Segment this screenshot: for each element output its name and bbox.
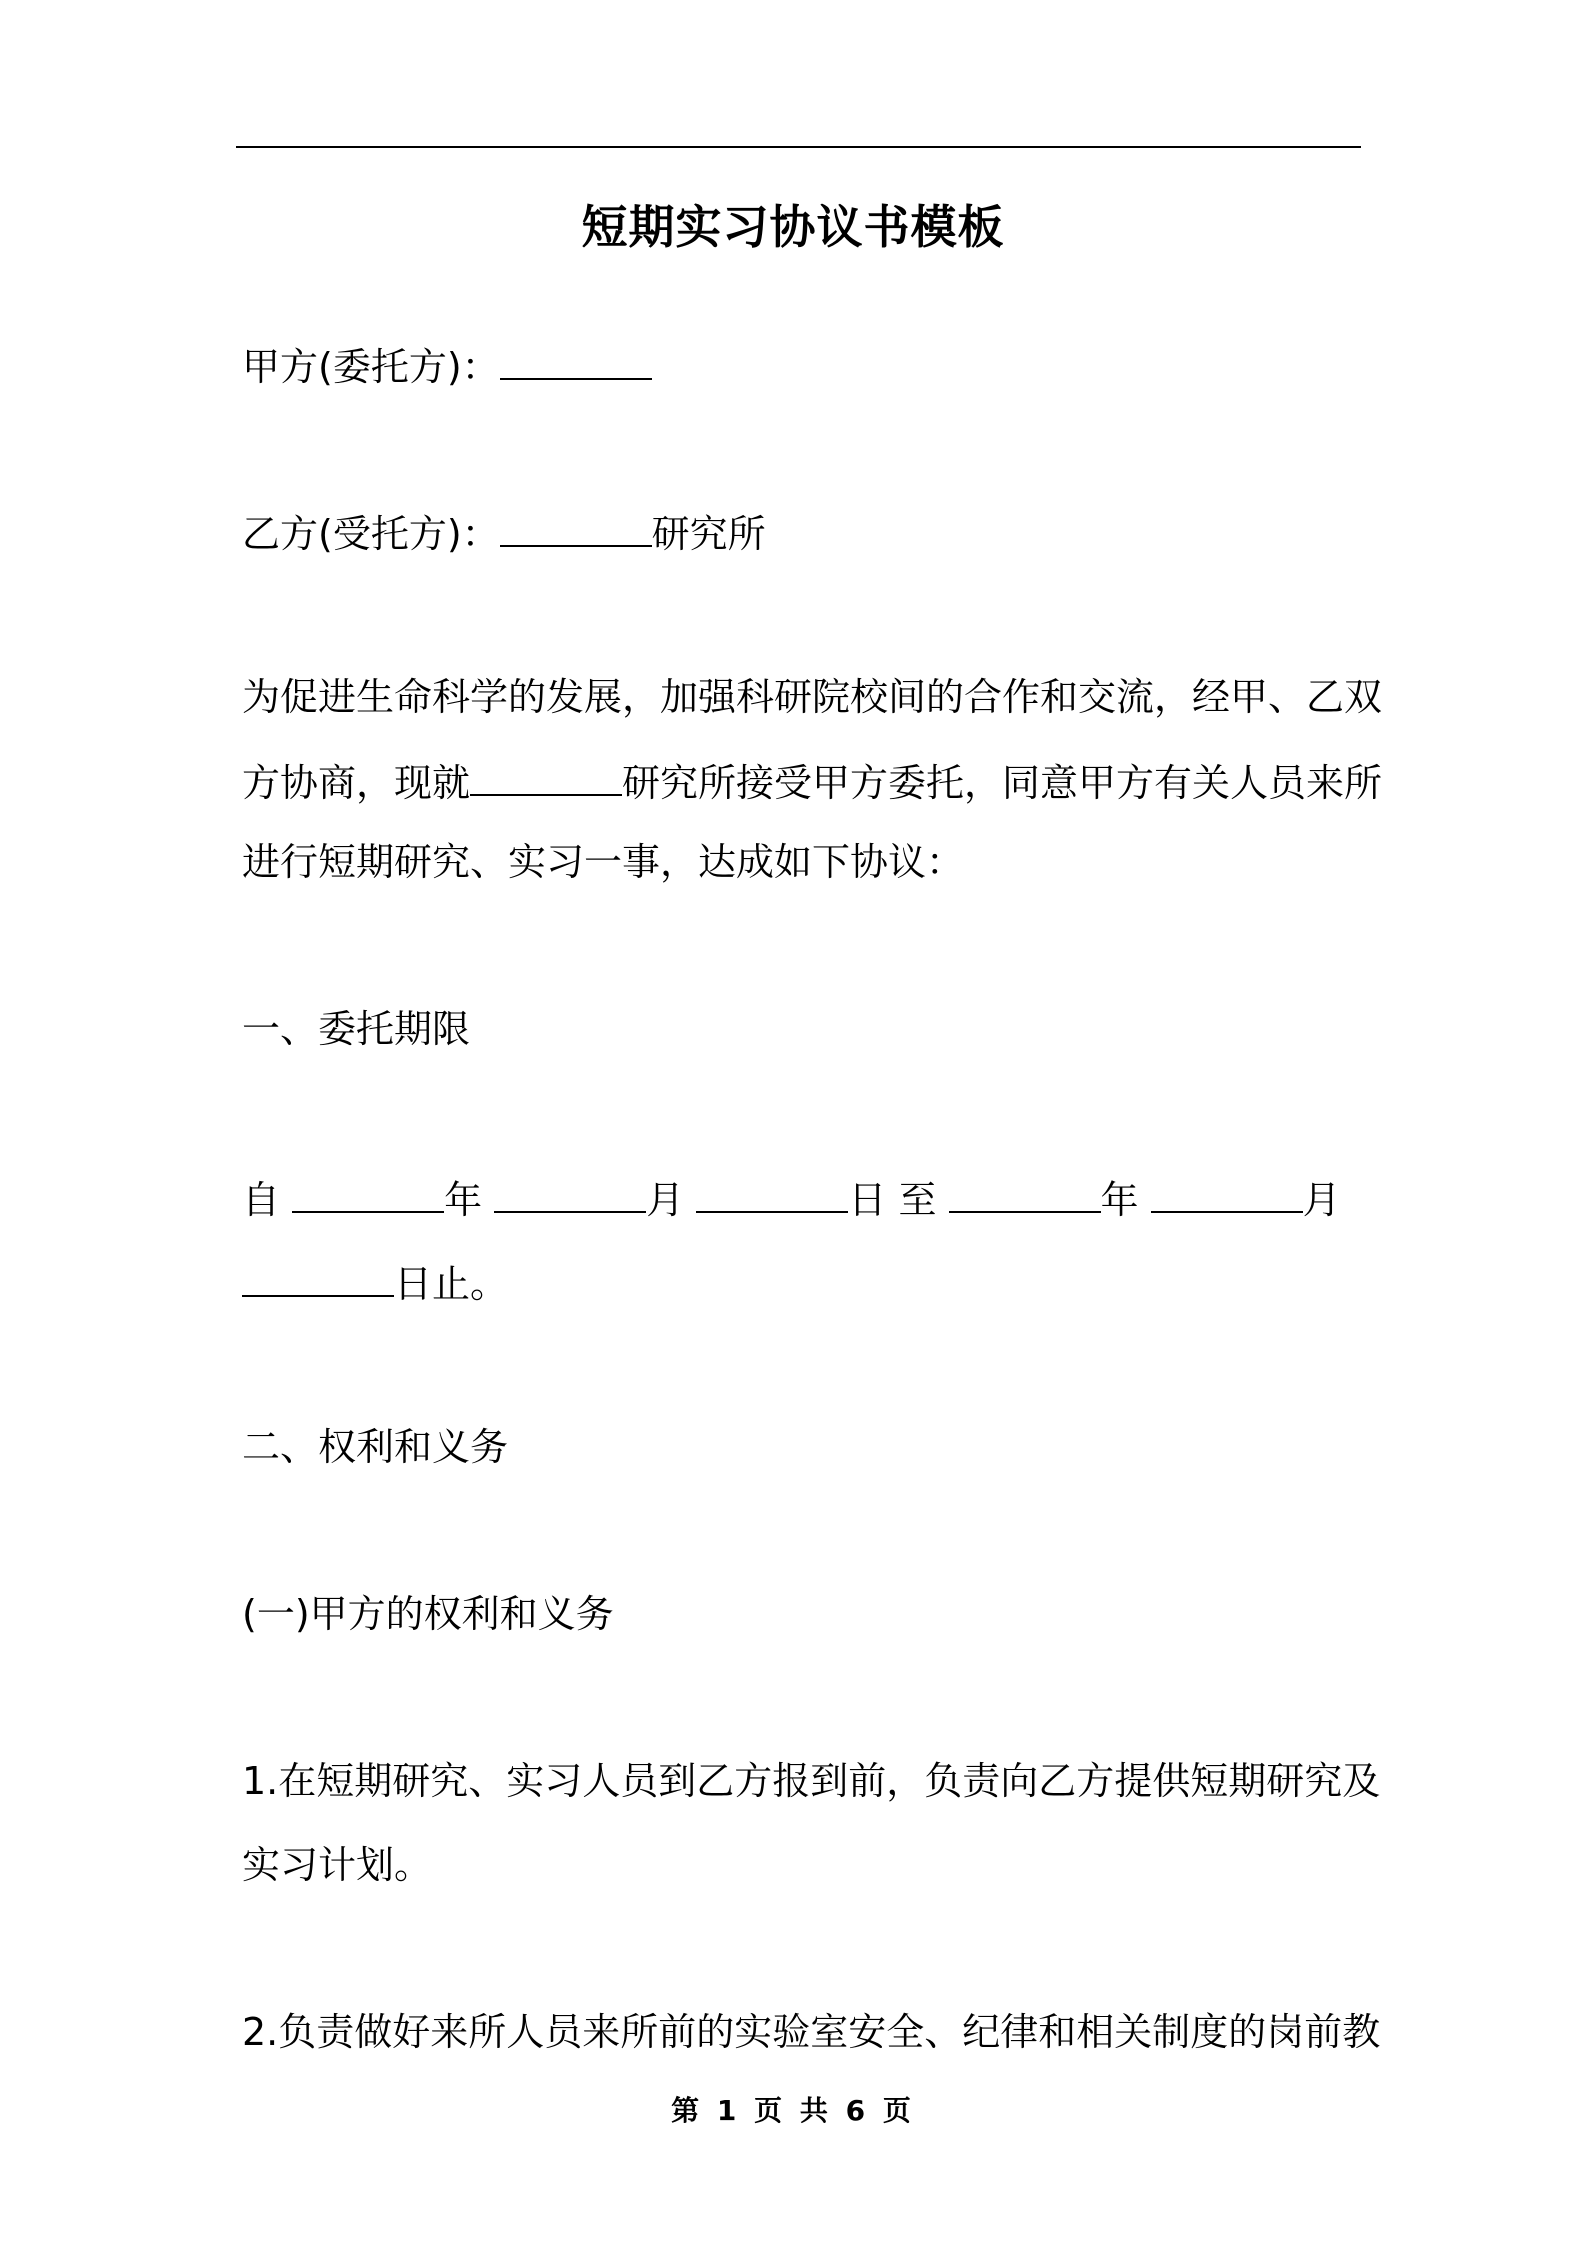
intro-line-1: 为促进生命科学的发展，加强科研院校间的合作和交流，经甲、乙双: [242, 675, 1383, 719]
section-1-heading: 一、委托期限: [242, 1007, 471, 1051]
party-a-label: 甲方(委托方)：: [242, 345, 500, 389]
period-line-2: [242, 1261, 509, 1306]
party-a-line: [242, 344, 652, 389]
party-b-blank: [500, 511, 652, 547]
item-2-line-1: 2.负责做好来所人员来所前的实验室安全、纪律和相关制度的岗前教: [242, 2010, 1381, 2054]
period-from: 自: [242, 1178, 281, 1222]
end-month-blank: [1151, 1177, 1303, 1213]
period-to: 至: [898, 1178, 937, 1222]
item-1-line-1: 1.在短期研究、实习人员到乙方报到前，负责向乙方提供短期研究及: [242, 1759, 1381, 1803]
section-2-heading: 二、权利和义务: [242, 1425, 509, 1469]
party-b-line: [242, 511, 766, 556]
period-end-year-label: 年: [1100, 1178, 1139, 1222]
intro-line-3: 进行短期研究、实习一事，达成如下协议：: [242, 840, 965, 884]
period-end: 日止。: [394, 1262, 509, 1306]
intro-line-2a: 方协商，现就: [242, 761, 471, 805]
end-day-blank: [242, 1261, 394, 1297]
period-end-month-label: 月: [1302, 1178, 1341, 1222]
start-day-blank: [696, 1177, 848, 1213]
period-line-1: [242, 1177, 1341, 1222]
page-title: 短期实习协议书模板: [581, 200, 1005, 254]
start-year-blank: [292, 1177, 444, 1213]
page-footer: 第 1 页 共 6 页: [671, 2094, 915, 2127]
intro-line-2b: 研究所接受甲方委托，同意甲方有关人员来所: [622, 761, 1383, 805]
institute-blank: [470, 760, 622, 796]
item-1-line-2: 实习计划。: [242, 1843, 433, 1887]
period-start-day-label: 日: [848, 1178, 887, 1222]
end-year-blank: [949, 1177, 1101, 1213]
header-rule: [236, 146, 1361, 148]
period-start-year-label: 年: [444, 1178, 483, 1222]
party-a-blank: [500, 344, 652, 380]
subsection-1-heading: (一)甲方的权利和义务: [242, 1592, 614, 1636]
party-b-label: 乙方(受托方)：: [242, 512, 500, 556]
party-b-suffix: 研究所: [651, 512, 766, 556]
start-month-blank: [494, 1177, 646, 1213]
period-start-month-label: 月: [646, 1178, 685, 1222]
intro-line-2: [242, 760, 1383, 805]
